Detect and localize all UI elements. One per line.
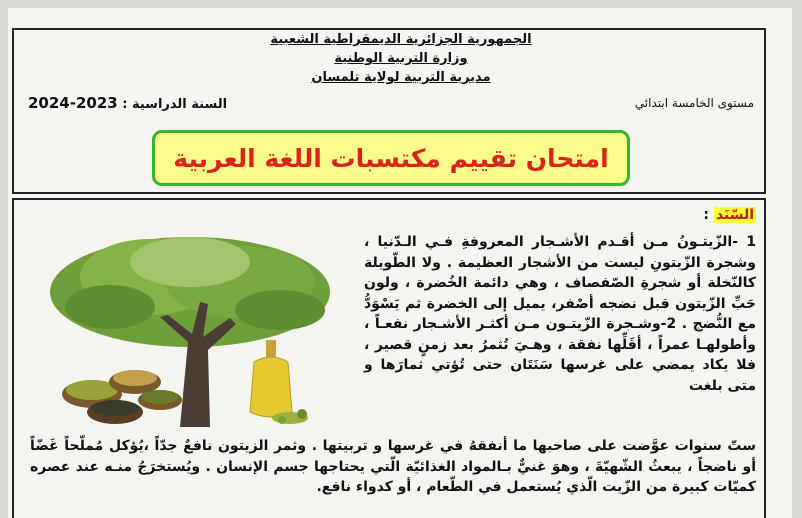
directorate-line: مديرية التربية لولاية تلمسان bbox=[311, 70, 491, 85]
passage-right-column bbox=[364, 232, 756, 396]
olive-tree-illustration bbox=[40, 222, 340, 432]
ministry-line: وزارة التربية الوطنية bbox=[334, 51, 468, 66]
grade-level: مستوى الخامسة ابتدائي bbox=[634, 96, 754, 110]
section-label bbox=[703, 207, 756, 223]
republic-line: الجمهورية الجزائرية الديمقراطية الشعبية bbox=[270, 32, 532, 47]
passage-paragraph-continued: ستّ سنوات عوَّضت على صاحبها ما أنفقهُ في غرسها و تربيتها . وثمر الزيتون نافعٌ جدّاً ،يُؤكل مُملّحاً غَضّاً أو ناضجاً ، يبعثُ الشّهيّةَ ، وهوَ غنيٌّ بـالمواد الغذائيّة الّتي يحتاجها جسم الإنسان . ويُستخرَجُ منـه عند عصره كميّات كبيرة من الزّيت الّذي يُستعمل في الطّعام ، أو كدواء نافع. bbox=[30, 438, 756, 495]
school-year-label: السنة الدراسية : bbox=[122, 97, 228, 112]
exam-title: امتحان تقييم مكتسبات اللغة العربية bbox=[173, 143, 609, 173]
olive-oil-bottle bbox=[250, 340, 308, 424]
section-label-colon: : bbox=[703, 207, 710, 223]
olive-bowls bbox=[62, 370, 182, 424]
ministry-header bbox=[0, 30, 802, 87]
exam-title-box bbox=[152, 130, 630, 186]
passage-full-width bbox=[30, 436, 756, 498]
school-year bbox=[28, 94, 227, 112]
passage-paragraph: 1 -الزّيتـونُ مـن أقـدم الأشـجار المعروفةِ فـي الـدّنيا ، وشجرة الزّيتونِ ليست من الأشجار العظيمة . ولا الطّويلة كالنّخلة أو شجرةِ الصّفصاف ، وهي دائمة الخُضرة ، ولون حَبِّ الزّيتون قبل نضجه أصْفر، يميل إلى الخضرة ثم يَسْوَدُّ مع النُّضج . 2-وشـجرة الزّيتـون مـن أكثـر الأشـجار نفعـاً ، وأطولهـا عمراً ، أقَلِّها نفقة ، وهـيَ تُثمرُ بعد زمنٍ قصير ، فلا يكاد يمضي على غرسها سَنَتَان حتى تُؤتي ثمارَها و متى بلغت bbox=[364, 234, 756, 394]
section-label-text: السّنَد bbox=[715, 207, 754, 223]
school-year-value: 2024-2023 bbox=[28, 94, 118, 112]
